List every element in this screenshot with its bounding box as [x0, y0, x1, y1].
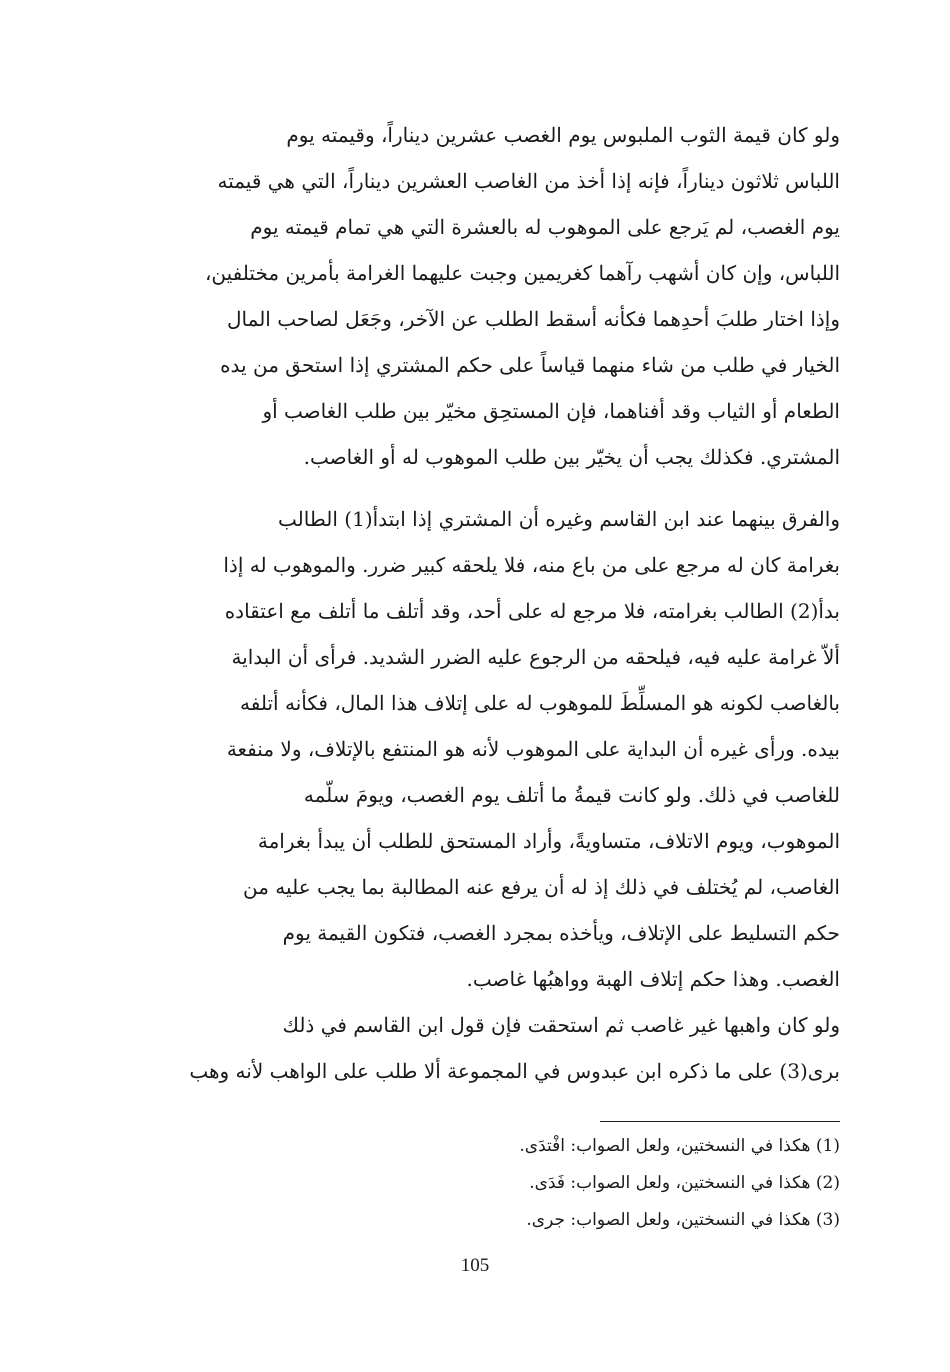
- text-line: يوم الغصب، لم يَرجع على الموهوب له بالعشرة التي هي تمام قيمته يوم: [250, 215, 840, 239]
- footnote-3: (3) هكذا في النسختين، ولعل الصواب: جرى.: [526, 1210, 840, 1230]
- text-line: الطعام أو الثياب وقد أفناهما، فإن المستحِق مخيّر بين طلب الغاصب أو: [262, 399, 840, 423]
- footnote-separator: [600, 1121, 840, 1122]
- paragraph-2: [118, 496, 840, 1002]
- text-line: للغاصب في ذلك. ولو كانت قيمةُ ما أتلف يوم الغصب، ويومَ سلّمه: [303, 783, 840, 807]
- text-line: بدأ(2) الطالب بغرامته، فلا مرجع له على أحد، وقد أتلف ما أتلف مع اعتقاده: [224, 599, 840, 623]
- text-line: برى(3) على ما ذكره ابن عبدوس في المجموعة ألا طلب على الواهب لأنه وهب: [189, 1059, 840, 1083]
- text-line: بالغاصب لكونه هو المسلِّطَ للموهوب له على إتلاف هذا المال، فكأنه أتلفه: [240, 691, 840, 715]
- text-line: اللباس ثلاثون ديناراً، فإنه إذا أخذ من الغاصب العشرين ديناراً، التي هي قيمته: [217, 169, 840, 193]
- text-line: ألاّ غرامة عليه فيه، فيلحقه من الرجوع عليه الضرر الشديد. فرأى أن البداية: [231, 645, 840, 669]
- footnotes: [300, 1128, 840, 1239]
- text-line: والفرق بينهما عند ابن القاسم وغيره أن المشتري إذا ابتدأ(1) الطالب: [278, 507, 840, 531]
- text-line: الغصب. وهذا حكم إتلاف الهبة وواهبُها غاصب.: [466, 967, 840, 991]
- text-line: الغاصب، لم يُختلف في ذلك إذ له أن يرفع عنه المطالبة بما يجب عليه من: [243, 875, 840, 899]
- paragraph-1: [118, 112, 840, 480]
- page-number: 105: [460, 1255, 490, 1276]
- text-line: بيده. ورأى غيره أن البداية على الموهوب لأنه هو المنتفع بالإتلاف، ولا منفعة: [226, 737, 840, 761]
- text-line: المشتري. فكذلك يجب أن يخيّر بين طلب الموهوب له أو الغاصب.: [303, 445, 840, 469]
- text-line: الموهوب، ويوم الاتلاف، متساويةً، وأراد المستحق للطلب أن يبدأ بغرامة: [257, 829, 840, 853]
- footnote-1: (1) هكذا في النسختين، ولعل الصواب: افْتدَى.: [519, 1136, 840, 1156]
- text-line: ولو كان واهبها غير غاصب ثم استحقت فإن قول ابن القاسم في ذلك: [282, 1013, 840, 1037]
- footnote-2: (2) هكذا في النسختين، ولعل الصواب: فَدَى.: [529, 1173, 840, 1193]
- paragraph-3: [118, 1002, 840, 1094]
- text-line: اللباس، وإن كان أشهب رآهما كغريمين وجبت عليهما الغرامة بأمرين مختلفين،: [204, 261, 840, 285]
- text-line: بغرامة كان له مرجع على من باع منه، فلا يلحقه كبير ضرر. والموهوب له إذا: [223, 553, 840, 577]
- text-line: وإذا اختار طلبَ أحدِهما فكأنه أسقط الطلب عن الآخر، وجَعَل لصاحب المال: [227, 307, 840, 331]
- text-line: حكم التسليط على الإتلاف، ويأخذه بمجرد الغصب، فتكون القيمة يوم: [282, 921, 840, 945]
- text-line: ولو كان قيمة الثوب الملبوس يوم الغصب عشرين ديناراً، وقيمته يوم: [286, 123, 840, 147]
- text-line: الخيار في طلب من شاء منهما قياساً على حكم المشتري إذا استحق من يده: [220, 353, 840, 377]
